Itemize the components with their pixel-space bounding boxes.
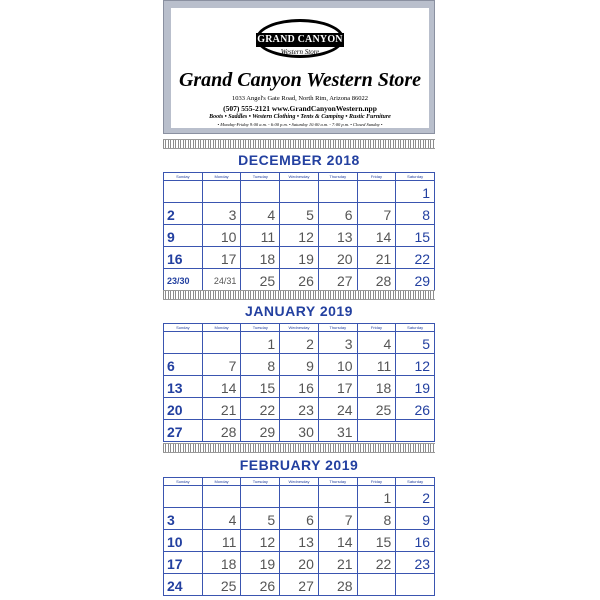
weekday-label: Friday <box>358 478 397 486</box>
day-number: 22 <box>375 556 392 572</box>
day-number: 1 <box>383 490 392 506</box>
day-cell <box>396 574 435 596</box>
day-cell <box>280 354 319 376</box>
day-cell <box>280 376 319 398</box>
day-cell <box>203 225 242 247</box>
day-cell <box>319 354 358 376</box>
day-number: 11 <box>221 534 237 550</box>
day-number: 8 <box>422 207 431 223</box>
store-hours: • Monday-Friday 9:00 a.m. - 6:00 p.m. • Saturday 10:00 a.m. - 7:00 p.m. • Closed Sunday • <box>217 122 383 127</box>
header-panel <box>171 8 429 128</box>
store-name: Grand Canyon Western Store <box>178 69 422 91</box>
day-number: 15 <box>414 229 431 245</box>
day-cell <box>358 398 397 420</box>
day-number: 17 <box>167 556 183 572</box>
week-row <box>164 181 435 203</box>
spiral-binding <box>163 290 435 300</box>
day-number: 19 <box>298 251 314 267</box>
day-number: 25 <box>259 273 276 289</box>
day-number: 18 <box>220 556 237 572</box>
weekday-label: Thursday <box>319 173 358 181</box>
day-number: 19 <box>414 380 431 396</box>
day-cell <box>319 552 358 574</box>
day-cell <box>241 269 280 291</box>
day-cell <box>358 530 397 552</box>
day-number: 10 <box>337 358 353 374</box>
week-row <box>164 203 435 225</box>
day-cell <box>358 269 397 291</box>
day-cell <box>319 203 358 225</box>
day-cell <box>241 225 280 247</box>
day-cell <box>164 332 203 354</box>
day-number: 21 <box>375 251 392 267</box>
logo-subtitle: Western Store <box>280 48 320 56</box>
day-cell <box>164 530 203 552</box>
day-number: 12 <box>259 534 276 550</box>
day-cell <box>203 332 242 354</box>
week-row <box>164 552 435 574</box>
weekday-header-row <box>164 173 435 181</box>
day-number: 25 <box>220 578 237 594</box>
day-number: 20 <box>167 402 183 418</box>
day-cell <box>396 332 435 354</box>
day-number: 6 <box>306 512 314 528</box>
day-cell <box>280 420 319 442</box>
day-number: 17 <box>337 380 353 396</box>
day-number: 20 <box>337 251 353 267</box>
week-row <box>164 269 435 291</box>
day-number: 16 <box>414 534 431 550</box>
day-number: 4 <box>383 336 392 352</box>
day-cell <box>358 354 397 376</box>
logo-band <box>256 33 344 47</box>
day-number: 19 <box>259 556 276 572</box>
day-number: 15 <box>375 534 392 550</box>
day-number: 22 <box>414 251 431 267</box>
day-cell <box>319 420 358 442</box>
day-number: 23 <box>298 402 314 418</box>
day-cell <box>203 354 242 376</box>
week-row <box>164 354 435 376</box>
day-number: 22 <box>259 402 276 418</box>
day-cell <box>396 225 435 247</box>
day-number: 13 <box>337 229 353 245</box>
day-cell <box>280 203 319 225</box>
day-cell <box>319 376 358 398</box>
day-number: 26 <box>414 402 431 418</box>
day-number: 9 <box>167 229 175 245</box>
week-row <box>164 420 435 442</box>
day-cell <box>164 354 203 376</box>
weekday-label: Tuesday <box>241 478 280 486</box>
day-number: 11 <box>260 229 276 245</box>
day-number: 16 <box>298 380 314 396</box>
day-number: 14 <box>375 229 392 245</box>
week-row <box>164 247 435 269</box>
day-cell <box>280 486 319 508</box>
day-cell <box>396 269 435 291</box>
day-number: 14 <box>220 380 237 396</box>
day-cell <box>280 225 319 247</box>
day-cell <box>358 508 397 530</box>
day-cell <box>396 552 435 574</box>
day-cell <box>280 508 319 530</box>
day-number: 29 <box>259 424 276 440</box>
logo-name: GRAND CANYON <box>257 34 343 45</box>
day-number: 6 <box>344 207 353 223</box>
day-number: 10 <box>167 534 183 550</box>
day-number: 1 <box>267 336 276 352</box>
day-number: 28 <box>220 424 237 440</box>
day-cell <box>203 574 242 596</box>
day-number: 12 <box>298 229 314 245</box>
day-number: 24 <box>167 578 183 594</box>
day-number: 4 <box>228 512 237 528</box>
month-title: DECEMBER 2018 <box>238 152 360 168</box>
day-cell <box>164 247 203 269</box>
day-cell <box>280 574 319 596</box>
weekday-label: Saturday <box>396 173 435 181</box>
day-number: 2 <box>422 490 431 506</box>
week-row <box>164 225 435 247</box>
week-row <box>164 530 435 552</box>
weekday-label: Saturday <box>396 324 435 332</box>
day-cell <box>396 354 435 376</box>
weekday-label: Monday <box>203 478 242 486</box>
day-number: 5 <box>422 336 431 352</box>
day-cell <box>164 398 203 420</box>
day-number: 8 <box>383 512 392 528</box>
day-cell <box>164 574 203 596</box>
spiral-binding <box>163 443 435 453</box>
day-number: 15 <box>259 380 276 396</box>
day-cell <box>396 181 435 203</box>
weekday-label: Tuesday <box>241 324 280 332</box>
month-title: FEBRUARY 2019 <box>239 457 359 473</box>
day-number: 5 <box>306 207 314 223</box>
day-cell <box>280 247 319 269</box>
store-phone-web: (507) 555-2121 www.GrandCanyonWestern.npp <box>223 104 377 113</box>
weekday-label: Wednesday <box>280 478 319 486</box>
weekday-header-row <box>164 478 435 486</box>
day-number: 13 <box>298 534 314 550</box>
day-cell <box>241 420 280 442</box>
day-number: 2 <box>306 336 314 352</box>
day-cell <box>358 203 397 225</box>
day-cell <box>396 530 435 552</box>
day-number: 8 <box>267 358 276 374</box>
month-grid <box>163 323 435 442</box>
day-cell <box>241 508 280 530</box>
day-cell <box>319 247 358 269</box>
day-cell <box>241 552 280 574</box>
day-cell <box>203 247 242 269</box>
day-cell <box>164 508 203 530</box>
day-number: 26 <box>298 273 314 289</box>
weekday-label: Wednesday <box>280 324 319 332</box>
day-cell <box>241 398 280 420</box>
weekday-label: Wednesday <box>280 173 319 181</box>
day-cell <box>164 376 203 398</box>
day-number: 2 <box>167 207 175 223</box>
store-products: Boots • Saddles • Western Clothing • Tents & Camping • Rustic Furniture <box>209 114 391 120</box>
day-number: 3 <box>344 336 353 352</box>
weekday-label: Thursday <box>319 324 358 332</box>
day-cell <box>203 203 242 225</box>
day-cell <box>358 332 397 354</box>
day-cell <box>358 420 397 442</box>
day-cell <box>358 552 397 574</box>
day-number: 24 <box>337 402 353 418</box>
day-cell <box>241 574 280 596</box>
day-cell <box>164 181 203 203</box>
day-cell <box>280 269 319 291</box>
weekday-label: Sunday <box>164 478 203 486</box>
day-cell <box>396 203 435 225</box>
day-number: 25 <box>375 402 392 418</box>
day-number: 4 <box>267 207 276 223</box>
day-number: 14 <box>337 534 353 550</box>
day-cell <box>319 225 358 247</box>
day-cell <box>358 376 397 398</box>
day-cell <box>358 247 397 269</box>
day-number: 28 <box>375 273 392 289</box>
day-cell <box>396 247 435 269</box>
day-cell <box>280 398 319 420</box>
day-cell <box>396 376 435 398</box>
wall-calendar <box>163 0 435 600</box>
day-number: 10 <box>220 229 237 245</box>
day-number: 29 <box>414 273 431 289</box>
day-number: 7 <box>228 358 237 374</box>
day-cell <box>164 420 203 442</box>
day-cell <box>241 332 280 354</box>
day-number: 13 <box>167 380 183 396</box>
day-number: 18 <box>259 251 276 267</box>
day-number: 3 <box>167 512 175 528</box>
day-cell <box>203 530 242 552</box>
weekday-label: Thursday <box>319 478 358 486</box>
day-number: 24/31 <box>213 276 237 286</box>
spiral-binding <box>163 139 435 149</box>
day-number: 27 <box>298 578 314 594</box>
week-row <box>164 574 435 596</box>
month-grid <box>163 477 435 596</box>
day-cell <box>280 332 319 354</box>
weekday-label: Monday <box>203 173 242 181</box>
day-number: 12 <box>414 358 431 374</box>
weekday-label: Friday <box>358 324 397 332</box>
day-cell <box>358 225 397 247</box>
weekday-label: Friday <box>358 173 397 181</box>
day-cell <box>164 203 203 225</box>
day-cell <box>280 181 319 203</box>
day-number: 20 <box>298 556 314 572</box>
day-cell <box>203 508 242 530</box>
day-cell <box>164 486 203 508</box>
day-cell <box>280 552 319 574</box>
day-cell <box>319 398 358 420</box>
day-cell <box>203 181 242 203</box>
day-cell <box>319 574 358 596</box>
day-cell <box>203 486 242 508</box>
day-number: 18 <box>375 380 392 396</box>
week-row <box>164 376 435 398</box>
day-number: 5 <box>267 512 276 528</box>
day-cell <box>396 398 435 420</box>
day-number: 30 <box>298 424 314 440</box>
day-number: 3 <box>228 207 237 223</box>
day-number: 17 <box>220 251 237 267</box>
week-row <box>164 508 435 530</box>
day-cell <box>203 420 242 442</box>
calendar-header <box>163 0 435 134</box>
day-cell <box>319 530 358 552</box>
week-row <box>164 486 435 508</box>
day-number: 7 <box>383 207 392 223</box>
day-cell <box>203 269 242 291</box>
day-number: 23/30 <box>167 276 190 286</box>
weekday-label: Sunday <box>164 324 203 332</box>
day-cell <box>319 332 358 354</box>
month-title: JANUARY 2019 <box>245 303 353 319</box>
day-cell <box>358 574 397 596</box>
day-cell <box>241 247 280 269</box>
day-cell <box>241 354 280 376</box>
weekday-header-row <box>164 324 435 332</box>
week-row <box>164 398 435 420</box>
day-cell <box>280 530 319 552</box>
month-grid <box>163 172 435 291</box>
day-cell <box>241 486 280 508</box>
day-cell <box>241 530 280 552</box>
day-cell <box>241 376 280 398</box>
weekday-label: Saturday <box>396 478 435 486</box>
store-logo <box>256 19 344 58</box>
store-address: 1033 Angel's Gate Road, North Rim, Arizona 86022 <box>231 95 369 102</box>
weekday-label: Tuesday <box>241 173 280 181</box>
day-number: 27 <box>337 273 353 289</box>
weekday-label: Sunday <box>164 173 203 181</box>
day-number: 28 <box>337 578 353 594</box>
day-cell <box>241 181 280 203</box>
day-number: 31 <box>337 424 353 440</box>
day-cell <box>203 376 242 398</box>
day-cell <box>319 269 358 291</box>
day-cell <box>396 508 435 530</box>
day-cell <box>203 552 242 574</box>
day-cell <box>319 181 358 203</box>
day-cell <box>396 486 435 508</box>
weekday-label: Monday <box>203 324 242 332</box>
day-cell <box>396 420 435 442</box>
week-row <box>164 332 435 354</box>
day-cell <box>203 398 242 420</box>
day-number: 7 <box>344 512 353 528</box>
day-cell <box>164 225 203 247</box>
day-number: 6 <box>167 358 175 374</box>
day-cell <box>319 486 358 508</box>
day-number: 21 <box>337 556 353 572</box>
day-number: 11 <box>376 358 392 374</box>
day-number: 9 <box>422 512 431 528</box>
day-cell <box>241 203 280 225</box>
day-number: 23 <box>414 556 431 572</box>
day-number: 1 <box>422 185 431 201</box>
day-cell <box>358 486 397 508</box>
day-number: 21 <box>220 402 237 418</box>
day-cell <box>164 269 203 291</box>
day-number: 26 <box>259 578 276 594</box>
day-cell <box>358 181 397 203</box>
day-number: 27 <box>167 424 183 440</box>
day-number: 9 <box>306 358 314 374</box>
day-cell <box>319 508 358 530</box>
day-number: 16 <box>167 251 183 267</box>
day-cell <box>164 552 203 574</box>
